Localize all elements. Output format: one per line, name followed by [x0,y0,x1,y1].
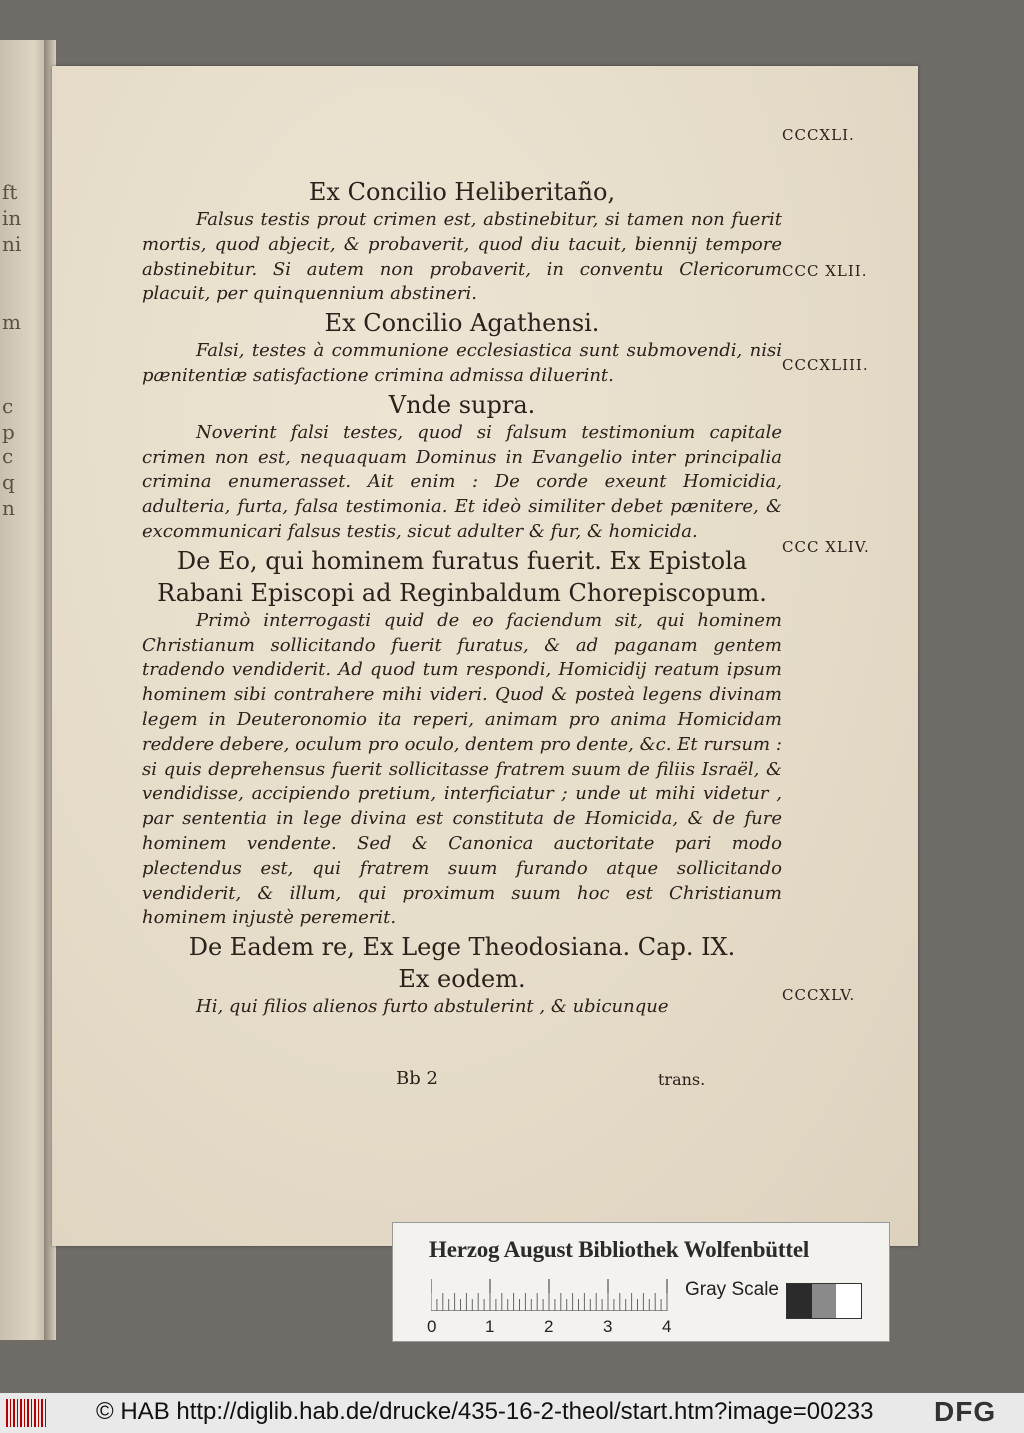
catchword: trans. [658,1070,706,1089]
left-fragment: in [2,206,22,230]
gray-scale-label: Gray Scale [685,1279,779,1300]
paragraph: Primò interrogasti quid de eo faciendum sit, qui hominem Christianum sollicitando fuerit furatus, & ad paganam gentem tradendo vendiderit. Ad quod tum respondi, Homicidij reatum ipsum hominem sibi contrahere mihi videri. Quod & posteà legens divinam legem in Deuteronomio ita reperi, animam pro anima Homicidam reddere debere, oculum pro oculo, dentem pro dente, &c. Et rursum : si quis deprehensus fuerit sollicitasse fratrem suum de filiis Israël, & vendidisse, accipiendo pretium, interficiatur ; unde ut mihi videtur , par sententia in lege divina est constituta de Homicida, & de fure hominem vendente. Sed & Canonica auctoritate pari modo plectendus est, qui fratrem suum furando atque sollicitando vendiderit, & illum, qui proximum suum hoc est Christianum hominem injustè peremerit. [142,609,782,929]
gray-swatch-mid [812,1284,837,1318]
scale-number: 1 [485,1317,495,1336]
dfg-logo: DFG [934,1396,997,1427]
section-heading: Ex Concilio Heliberitaño, [308,178,616,206]
source-url[interactable]: © HAB http://diglib.hab.de/drucke/435-16-2-theol/start.htm?image=00233 [96,1398,874,1425]
gray-swatch-dark [787,1284,812,1318]
left-fragment: ni [2,232,22,256]
margin-note: CCCXLV. [782,986,856,1004]
paragraph: Hi, qui filios alienos furto abstulerint , & ubicunque [196,996,669,1018]
paragraph: Falsus testis prout crimen est, abstinebitur, si tamen non fuerit mortis, quod abjecit, & probaverit, quod diu tacuit, biennij tempore abstinebitur. Si autem non probaverit, in conventu Clericorum placuit, per quinquennium abstineri. [142,209,782,305]
scale-number: 0 [427,1317,437,1336]
left-fragment: c [2,394,14,418]
margin-note: CCCXLIII. [782,356,869,374]
margin-note: CCCXLI. [782,126,855,144]
left-fragment: n [2,496,15,520]
gray-swatches [786,1283,862,1319]
left-fragment: p [2,420,15,444]
left-fragment: ft [2,180,18,204]
paragraph: Falsi, testes à communione ecclesiastica sunt submovendi, nisi pænitentiæ satisfactione crimina admissa diluerint. [142,340,782,386]
section-heading: Ex Concilio Agathensi. [324,309,600,338]
margin-note: CCC XLIV. [782,538,870,556]
color-calibration-card [392,1222,890,1342]
scale-number: 3 [603,1317,613,1336]
ruler-scale [431,1279,669,1311]
left-fragment: c [2,444,14,468]
margin-note: CCC XLII. [782,262,868,280]
section-heading: Ex eodem. [398,965,526,994]
library-name: Herzog August Bibliothek Wolfenbüttel [429,1237,810,1262]
gray-swatch-light [836,1284,861,1318]
scale-number: 2 [544,1317,554,1336]
section-heading: Vnde supra. [388,390,536,419]
section-heading: De Eadem re, Ex Lege Theodosiana. Cap. IX. [188,933,736,962]
scale-number: 4 [662,1317,672,1336]
section-heading: De Eo, qui hominem furatus fuerit. Ex Epistola Rabani Episcopi ad Reginbaldum Chorepiscopum. [157,546,767,607]
left-fragment: m [2,310,21,334]
signature-mark: Bb 2 [396,1068,438,1089]
document-page [52,66,918,1246]
left-page-edge [0,40,48,1340]
footer-bar [0,1393,1024,1433]
paragraph: Noverint falsi testes, quod si falsum testimonium capitale crimen non est, nequaquam Dominus in Evangelio inter principalia crimina enumerasset. Ait enim : De corde exeunt Homicidia, adulteria, furta, falsa testimonia. Et ideò similiter debet pænitere, & excommunicari falsus testis, sicut adulter & fur, & homicida. [142,421,782,542]
left-fragment: q [2,470,15,494]
hab-logo-icon [6,1399,48,1427]
page-text [142,176,782,1020]
